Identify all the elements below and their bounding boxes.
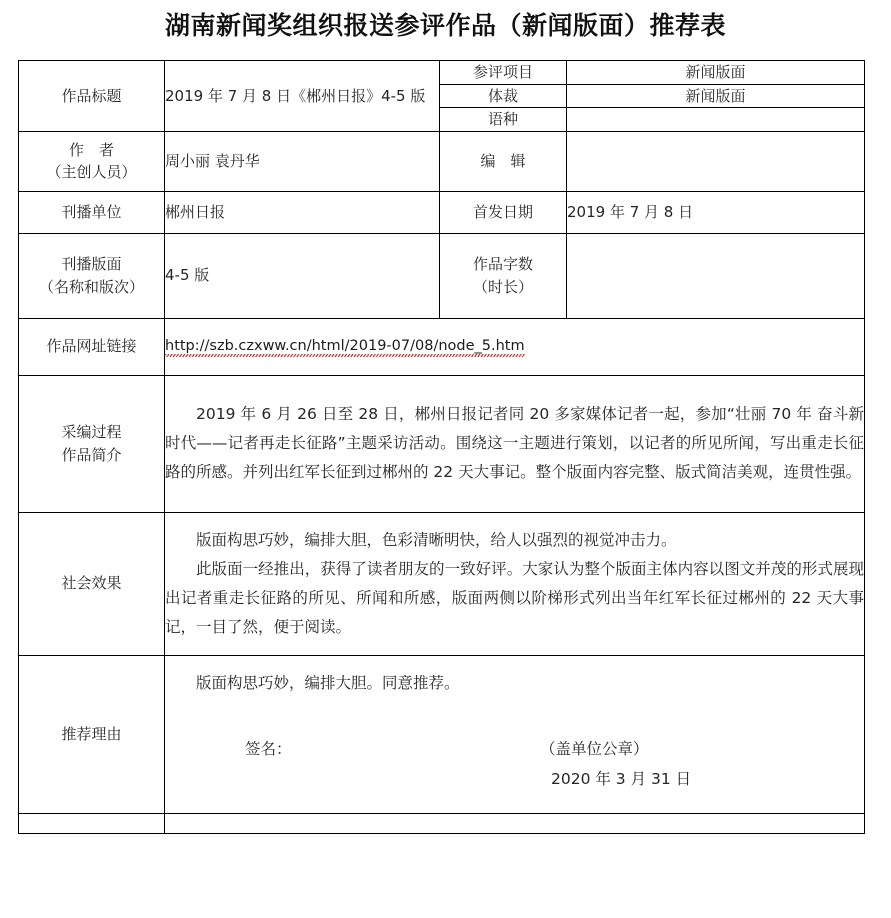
recommendation-text: 版面构思巧妙，编排大胆。同意推荐。 [196, 673, 460, 692]
table-row-partial [19, 813, 865, 833]
label-genre: 体裁 [440, 84, 567, 108]
label-edition-line1: 刊播版面 [61, 255, 122, 273]
label-entry-category: 参评项目 [440, 61, 567, 85]
label-language: 语种 [440, 108, 567, 132]
value-recommendation [165, 655, 865, 813]
label-work-title: 作品标题 [19, 61, 165, 132]
table-row [19, 191, 865, 233]
table-row [19, 61, 865, 85]
value-first-publish-date: 2019 年 7 月 8 日 [567, 191, 865, 233]
label-process-line2: 作品简介 [61, 445, 122, 464]
form-table [18, 60, 865, 834]
table-row [19, 233, 865, 318]
value-edition: 4-5 版 [165, 233, 440, 318]
value-editor [567, 131, 865, 191]
table-row [19, 318, 865, 375]
label-process-line1: 采编过程 [61, 423, 122, 441]
process-paragraph: 2019 年 6 月 26 日至 28 日，郴州日报记者同 20 多家媒体记者一起，参加“壮丽 70 年 奋斗新时代——记者再走长征路”主题采访活动。围绕这一主题进行策划，以记者的所见所闻，写出重走长征路的所感。并列出红军长征到过郴州的 22 天大事记。整个版面内容完整、版式简洁美观，连贯性强。 [165, 405, 865, 481]
label-editor: 编 辑 [440, 131, 567, 191]
work-url-link[interactable]: http://szb.czxww.cn/html/2019-07/08/node_5.htm [165, 338, 525, 357]
label-edition [19, 233, 165, 318]
value-work-title: 2019 年 7 月 8 日《郴州日报》4-5 版 [165, 61, 440, 132]
table-row [19, 131, 865, 191]
label-work-url: 作品网址链接 [19, 318, 165, 375]
signature-block [165, 738, 864, 800]
table-row [19, 655, 865, 813]
official-seal-label: （盖单位公章） [540, 739, 649, 758]
table-row [19, 375, 865, 512]
value-language [567, 108, 865, 132]
label-word-count-line2: （时长） [472, 277, 533, 296]
page-title: 湖南新闻奖组织报送参评作品（新闻版面）推荐表 [164, 11, 726, 40]
label-first-publish-date: 首发日期 [440, 191, 567, 233]
signature-label: 签名： [245, 739, 292, 758]
value-process [165, 375, 865, 512]
social-effect-paragraph-1: 版面构思巧妙，编排大胆，色彩清晰明快，给人以强烈的视觉冲击力。 [196, 530, 677, 549]
recommendation-form [18, 60, 864, 834]
value-genre: 新闻版面 [567, 84, 865, 108]
value-word-count [567, 233, 865, 318]
table-row [19, 512, 865, 655]
partial-cell-label [19, 813, 165, 833]
label-word-count [440, 233, 567, 318]
label-publisher: 刊播单位 [19, 191, 165, 233]
label-process [19, 375, 165, 512]
label-author-line1: 作 者 [68, 140, 114, 159]
value-work-url [165, 318, 865, 375]
social-effect-paragraph-2: 此版面一经推出，获得了读者朋友的一致好评。大家认为整个版面主体内容以图文并茂的形式展现出记者重走长征路的所见、所闻和所感，版面两侧以阶梯形式列出当年红军长征过郴州的 22 天大事记，一目了然，便于阅读。 [165, 559, 865, 636]
label-author [19, 131, 165, 191]
label-author-line2: （主创人员） [46, 163, 137, 181]
official-seal-date: 2020 年 3 月 31 日 [551, 769, 692, 788]
label-social-effect: 社会效果 [19, 512, 165, 655]
label-word-count-line1: 作品字数 [472, 255, 533, 273]
partial-cell-value [165, 813, 865, 833]
value-social-effect [165, 512, 865, 655]
label-edition-line2: （名称和版次） [38, 277, 144, 296]
value-publisher: 郴州日报 [165, 191, 440, 233]
label-recommendation: 推荐理由 [19, 655, 165, 813]
value-entry-category: 新闻版面 [567, 61, 865, 85]
value-author: 周小丽 袁丹华 [165, 131, 440, 191]
